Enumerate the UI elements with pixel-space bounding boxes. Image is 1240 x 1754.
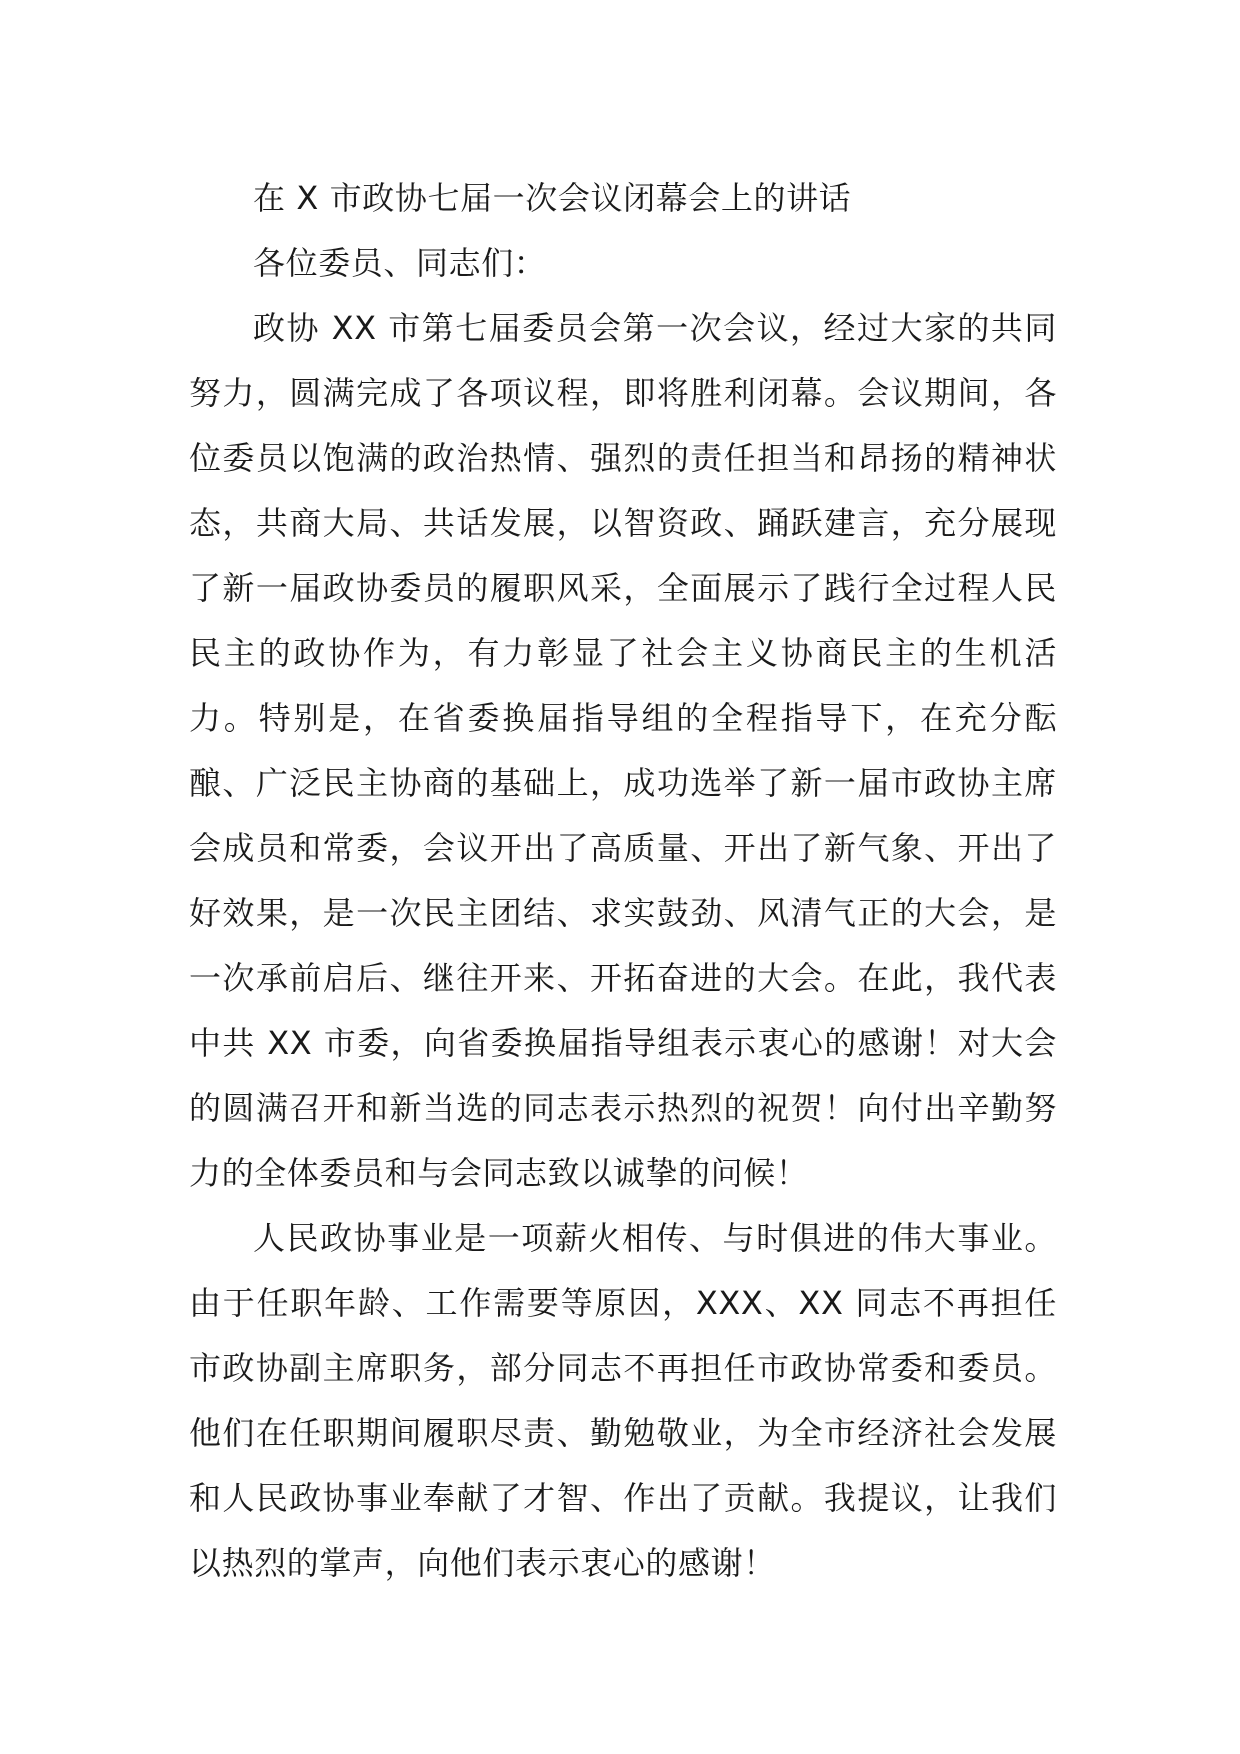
paragraph-1: 政协 XX 市第七届委员会第一次会议，经过大家的共同努力，圆满完成了各项议程，即将胜利闭幕。会议期间，各位委员以饱满的政治热情、强烈的责任担当和昂扬的精神状态，共商大局、共话发展，以智资政、踊跃建言，充分展现了新一届政协委员的履职风采，全面展示了践行全过程人民民主的政协作为，有力彰显了社会主义协商民主的生机活力。特别是，在省委换届指导组的全程指导下，在充分酝酿、广泛民主协商的基础上，成功选举了新一届市政协主席会成员和常委，会议开出了高质量、开出了新气象、开出了好效果，是一次民主团结、求实鼓劲、风清气正的大会，是一次承前启后、继往开来、开拓奋进的大会。在此，我代表中共 XX 市委，向省委换届指导组表示衷心的感谢！对大会的圆满召开和新当选的同志表示热烈的祝贺！向付出辛勤努力的全体委员和与会同志致以诚挚的问候！: [189, 309, 1057, 1192]
document-title: 在 X 市政协七届一次会议闭幕会上的讲话: [253, 179, 852, 217]
document-body: [189, 166, 1057, 1596]
salutation: 各位委员、同志们：: [253, 244, 547, 282]
paragraph-2: 人民政协事业是一项薪火相传、与时俱进的伟大事业。由于任职年龄、工作需要等原因，XXX、XX 同志不再担任市政协副主席职务，部分同志不再担任市政协常委和委员。他们在任职期间履职尽责、勤勉敬业，为全市经济社会发展和人民政协事业奉献了才智、作出了贡献。我提议，让我们以热烈的掌声，向他们表示衷心的感谢！: [189, 1219, 1057, 1582]
